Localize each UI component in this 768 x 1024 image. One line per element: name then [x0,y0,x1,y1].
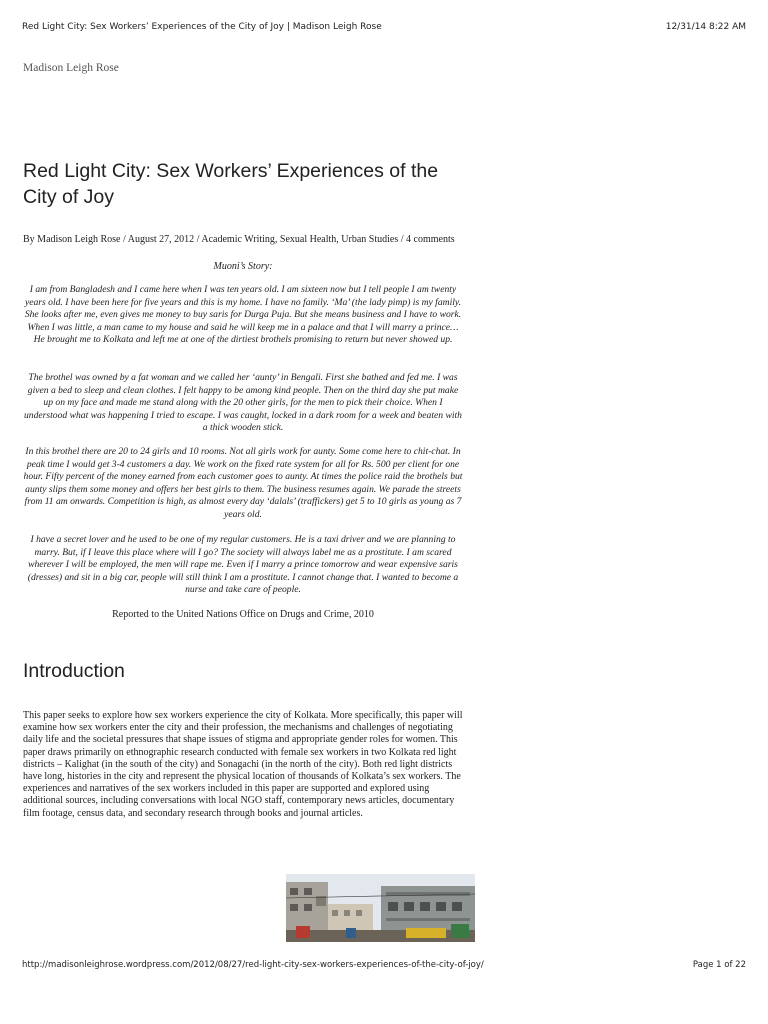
introduction-paragraph: This paper seeks to explore how sex workers experience the city of Kolkata. More specifically, this paper will examine how sex workers enter the city and their profession, the mechanisms and challenges of negotiating daily life and the societal pressures that shape issues of stigma and appropriate gender roles for women. This paper draws primarily on ethnographic research conducted with female sex workers in two Kolkata red light districts – Kalighat (in the south of the city) and Sonagachi (in the north of the city). Both red light districts have long, histories in the city and represent the physical location of thousands of Kolkata’s sex workers. The experiences and narratives of the sex workers included in this paper are supported and explored using additional sources, including conversations with local NGO staff, contemporary news articles, documentary film footage, census data, and secondary research through books and journal articles. [23,710,463,819]
comments-link[interactable]: 4 comments [406,234,455,245]
author-link[interactable]: Madison Leigh Rose [37,234,121,245]
meta-separator: / [194,234,202,245]
date-link[interactable]: August 27, 2012 [127,234,195,245]
story-paragraph-3 [23,446,463,521]
post-title: Red Light City: Sex Workers’ Experiences of the City of Joy [23,160,439,208]
site-name-link[interactable]: Madison Leigh Rose [23,62,119,74]
print-page-number: Page 1 of 22 [692,960,746,970]
print-url: http://madisonleighrose.wordpress.com/2012/08/27/red-light-city-sex-workers-experiences-of-the-city-of-joy/ [22,960,484,970]
meta-separator: / [120,234,128,245]
story-text: The brothel was owned by a fat woman and we called her ‘aunty’ in Bengali. First she bathed and fed me. I was given a bed to sleep and clean clothes. I felt happy to be among kind people. Then on the third day she put make up on my face and made me stand along with the 20 other girls, for the men to pick their choice. When I understood what was happening I tried to escape. I was caught, locked in a dark room for a week and beaten with a thick wooden stick. [24,372,462,433]
story-text: In this brothel there are 20 to 24 girls and 10 rooms. Not all girls work for aunty. Some come here to chit-chat. In peak time I would get 3-4 customers a day. We work on the fixed rate system for all for Rs. 500 per client for one hour. Fifty percent of the money earned from each customer goes to aunty. At times the police raid the brothels but aunty slips them some money and offers her best girls to them. The business resumes again. We parade the streets from 11 am onwards. Competition is high, as almost every day ‘dalals’ (traffickers) get 5 to 10 girls as young as 7 years old. [23,446,463,520]
print-datetime: 12/31/14 8:22 AM [665,22,746,32]
story-text: I have a secret lover and he used to be one of my regular customers. He is a taxi driver and we are planning to marry. But, if I leave this place where will I go? The society will always label me as a prostitute. I am scared wherever I will be employed, the men will rape me. Even if I marry a prince tomorrow and wear expensive saris (dresses) and sit in a big car, people will still think I am a prostitute. I cannot change that. I wanted to become a nurse and take care of people. [27,534,459,595]
story-paragraph-1 [23,284,463,347]
post-meta [23,234,473,246]
meta-separator: / [398,234,407,245]
categories-link[interactable]: Academic Writing, Sexual Health, Urban Studies [201,234,399,245]
story-attribution: Reported to the United Nations Office on Drugs and Crime, 2010 [112,609,374,620]
story-paragraph-4 [23,534,463,597]
story-text: I am from Bangladesh and I came here when I was ten years old. I am sixteen now but I tell people I am twenty years old. I have been here for five years and this is my home. I have no family. ‘Ma’ (the lady pimp) is my family. She looks after me, even gives me money to buy saris for Durga Puja. But she means business and I have to work. When I was little, a man came to my house and said he will keep me in a palace and that I will marry a prince… He brought me to Kolkata and left me at one of the dirtiest brothels promising to return but never showed up. [24,284,462,345]
story-paragraph-2 [23,372,463,435]
story-title: Muoni’s Story: [213,261,273,272]
introduction-heading: Introduction [23,660,125,682]
street-photo-drawing [286,874,475,942]
meta-by-prefix: By [23,234,38,245]
kolkata-street-photo [286,874,475,942]
print-page-title: Red Light City: Sex Workers’ Experiences of the City of Joy | Madison Leigh Rose [22,22,382,32]
